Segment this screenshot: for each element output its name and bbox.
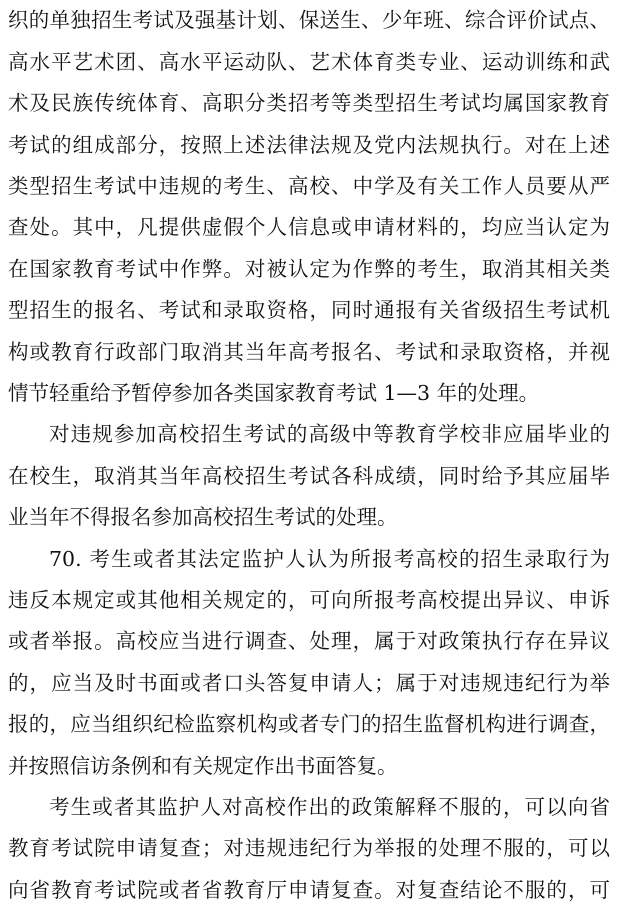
text-line: 考试的组成部分，按照上述法律法规及党内法规执行。对在上述 [8, 133, 610, 157]
text-line: 术及民族传统体育、高职分类招考等类型招生考试均属国家教育 [8, 91, 610, 115]
text-line: 业当年不得报名参加高校招生考试的处理。 [8, 505, 398, 529]
text-line: 构或教育行政部门取消其当年高考报名、考试和录取资格，并视 [8, 340, 610, 364]
text-line: 类型招生考试中违规的考生、高校、中学及有关工作人员要从严 [8, 174, 610, 198]
text-line: 织的单独招生考试及强基计划、保送生、少年班、综合评价试点、 [8, 8, 610, 32]
text-line: 在校生，取消其当年高校招生考试各科成绩，同时给予其应届毕 [8, 464, 610, 488]
text-line: 的，应当及时书面或者口头答复申请人；属于对违规违纪行为举 [8, 671, 610, 695]
text-line: 对违规参加高校招生考试的高级中等教育学校非应届毕业的 [49, 422, 610, 446]
text-line: 报的，应当组织纪检监察机构或者专门的招生监督机构进行调查， [8, 712, 610, 736]
text-line: 查处。其中，凡提供虚假个人信息或申请材料的，均应当认定为 [8, 215, 610, 239]
text-line: 或者举报。高校应当进行调查、处理，属于对政策执行存在异议 [8, 629, 610, 653]
text-line: 考生或者其监护人对高校作出的政策解释不服的，可以向省 [49, 795, 610, 819]
text-line: 教育考试院申请复查；对违规违纪行为举报的处理不服的，可以 [8, 836, 610, 860]
text-line: 70. 考生或者其法定监护人认为所报考高校的招生录取行为 [49, 547, 610, 571]
text-line: 情节轻重给予暂停参加各类国家教育考试 1—3 年的处理。 [8, 381, 540, 405]
text-line: 高水平艺术团、高水平运动队、艺术体育类专业、运动训练和武 [8, 50, 610, 74]
text-line: 违反本规定或其他相关规定的，可向所报考高校提出异议、申诉 [8, 588, 610, 612]
text-line: 向省教育考试院或者省教育厅申请复查。对复查结论不服的，可 [8, 878, 610, 902]
text-line: 并按照信访条例和有关规定作出书面答复。 [8, 754, 398, 778]
text-line: 型招生的报名、考试和录取资格，同时通报有关省级招生考试机 [8, 298, 610, 322]
text-line: 在国家教育考试中作弊。对被认定为作弊的考生，取消其相关类 [8, 257, 610, 281]
